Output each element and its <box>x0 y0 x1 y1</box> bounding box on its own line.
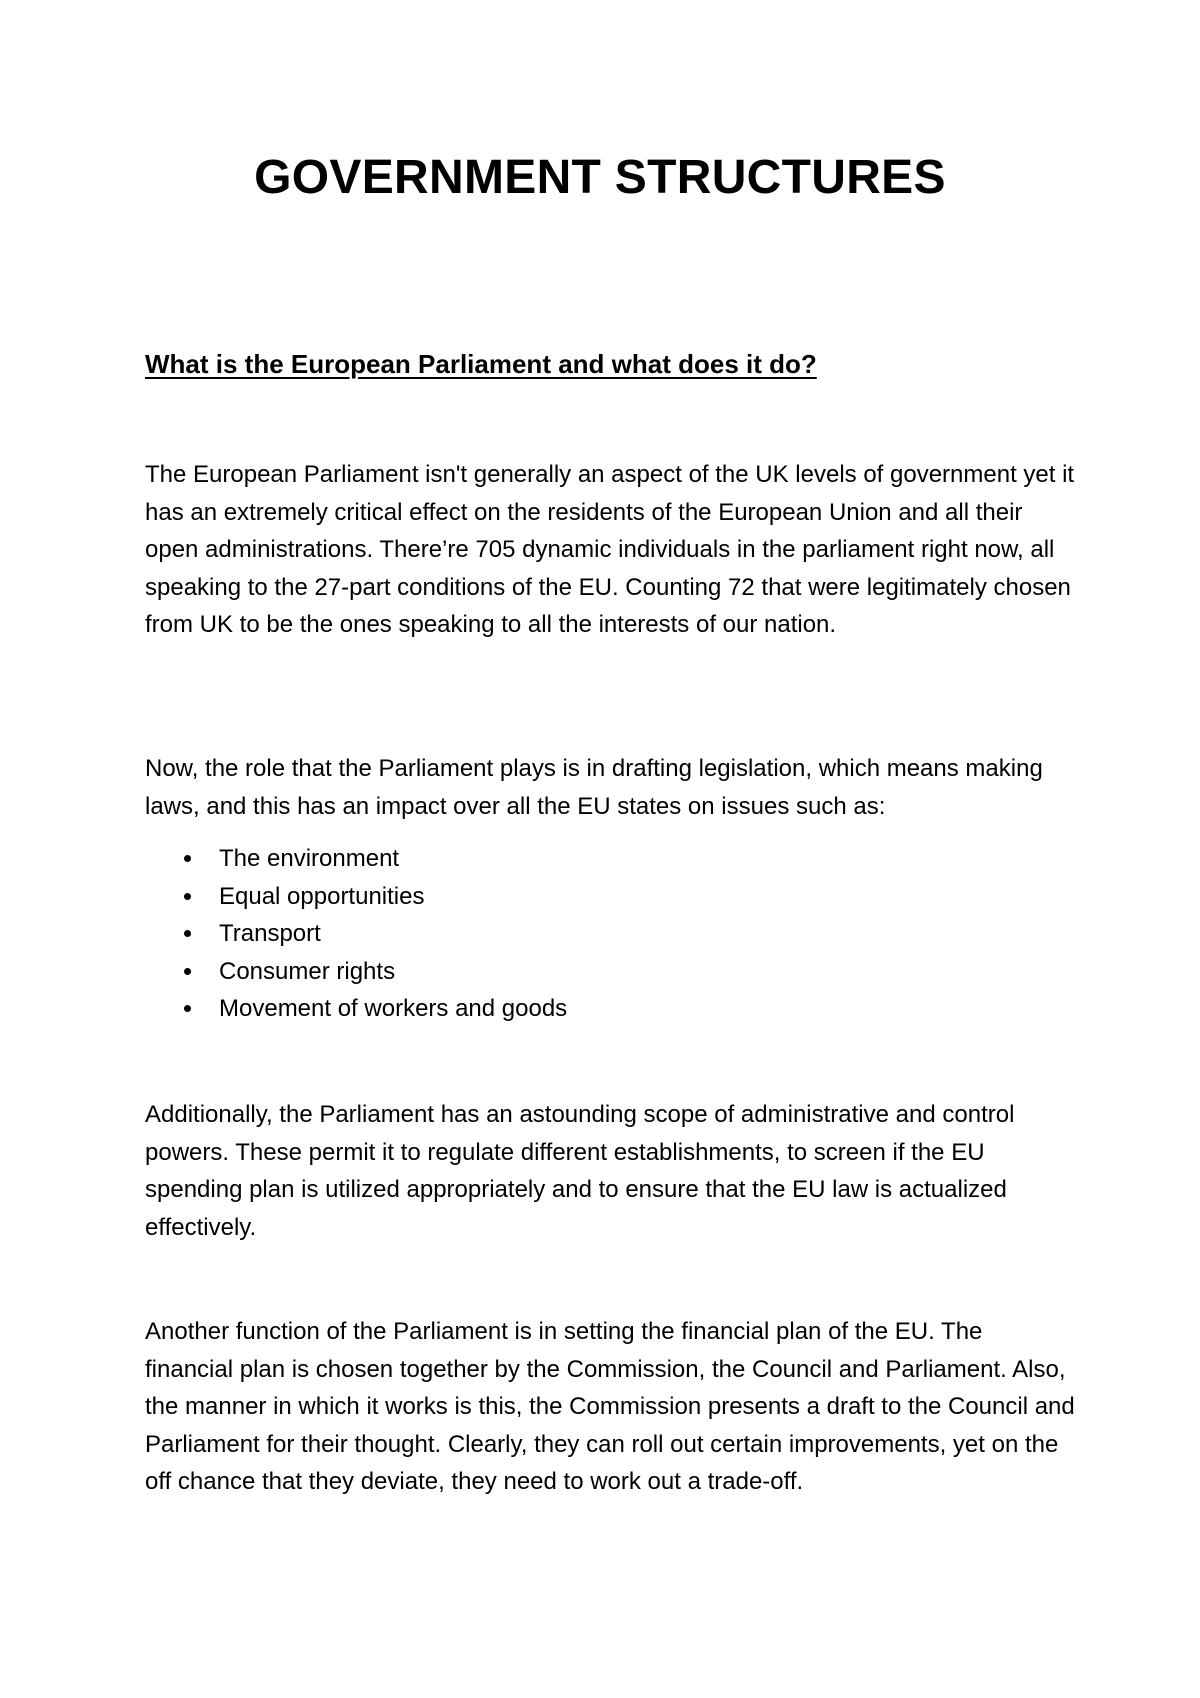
list-item: Transport <box>145 915 1045 953</box>
paragraph-legislation: Now, the role that the Parliament plays is in drafting legislation, which means making laws, and this has an impact over all the EU states on issues such as: <box>145 755 1043 820</box>
section-heading: What is the European Parliament and what does it do? <box>145 349 817 379</box>
issues-list <box>145 840 1045 1028</box>
bullet-icon <box>184 1005 191 1012</box>
paragraph-budget: Another function of the Parliament is in setting the financial plan of the EU. The financial plan is chosen together by the Commission, the Council and Parliament. Also, the manner in which it works is this, the Commission presents a draft to the Council and Parliament for their thought. Clearly, they can roll out certain improvements, yet on the off chance that they deviate, they need to work out a trade-off. <box>145 1318 1075 1496</box>
bullet-icon <box>184 930 191 937</box>
bullet-icon <box>184 893 191 900</box>
list-item: Consumer rights <box>145 953 1045 991</box>
paragraph-powers: Additionally, the Parliament has an astounding scope of administrative and control powers. These permit it to regulate different establishments, to screen if the EU spending plan is utilized appropriately and to ensure that the EU law is actualized effectively. <box>145 1101 1015 1241</box>
list-item: Movement of workers and goods <box>145 990 1045 1028</box>
bullet-icon <box>184 855 191 862</box>
list-item: The environment <box>145 840 1045 878</box>
bullet-icon <box>184 968 191 975</box>
page-title: GOVERNMENT STRUCTURES <box>254 151 946 204</box>
paragraph-intro: The European Parliament isn't generally an aspect of the UK levels of government yet it has an extremely critical effect on the residents of the European Union and all their open administrations. There’re 705 dynamic individuals in the parliament right now, all speaking to the 27-part conditions of the EU. Counting 72 that were legitimately chosen from UK to be the ones speaking to all the interests of our nation. <box>145 461 1075 639</box>
list-item: Equal opportunities <box>145 878 1045 916</box>
